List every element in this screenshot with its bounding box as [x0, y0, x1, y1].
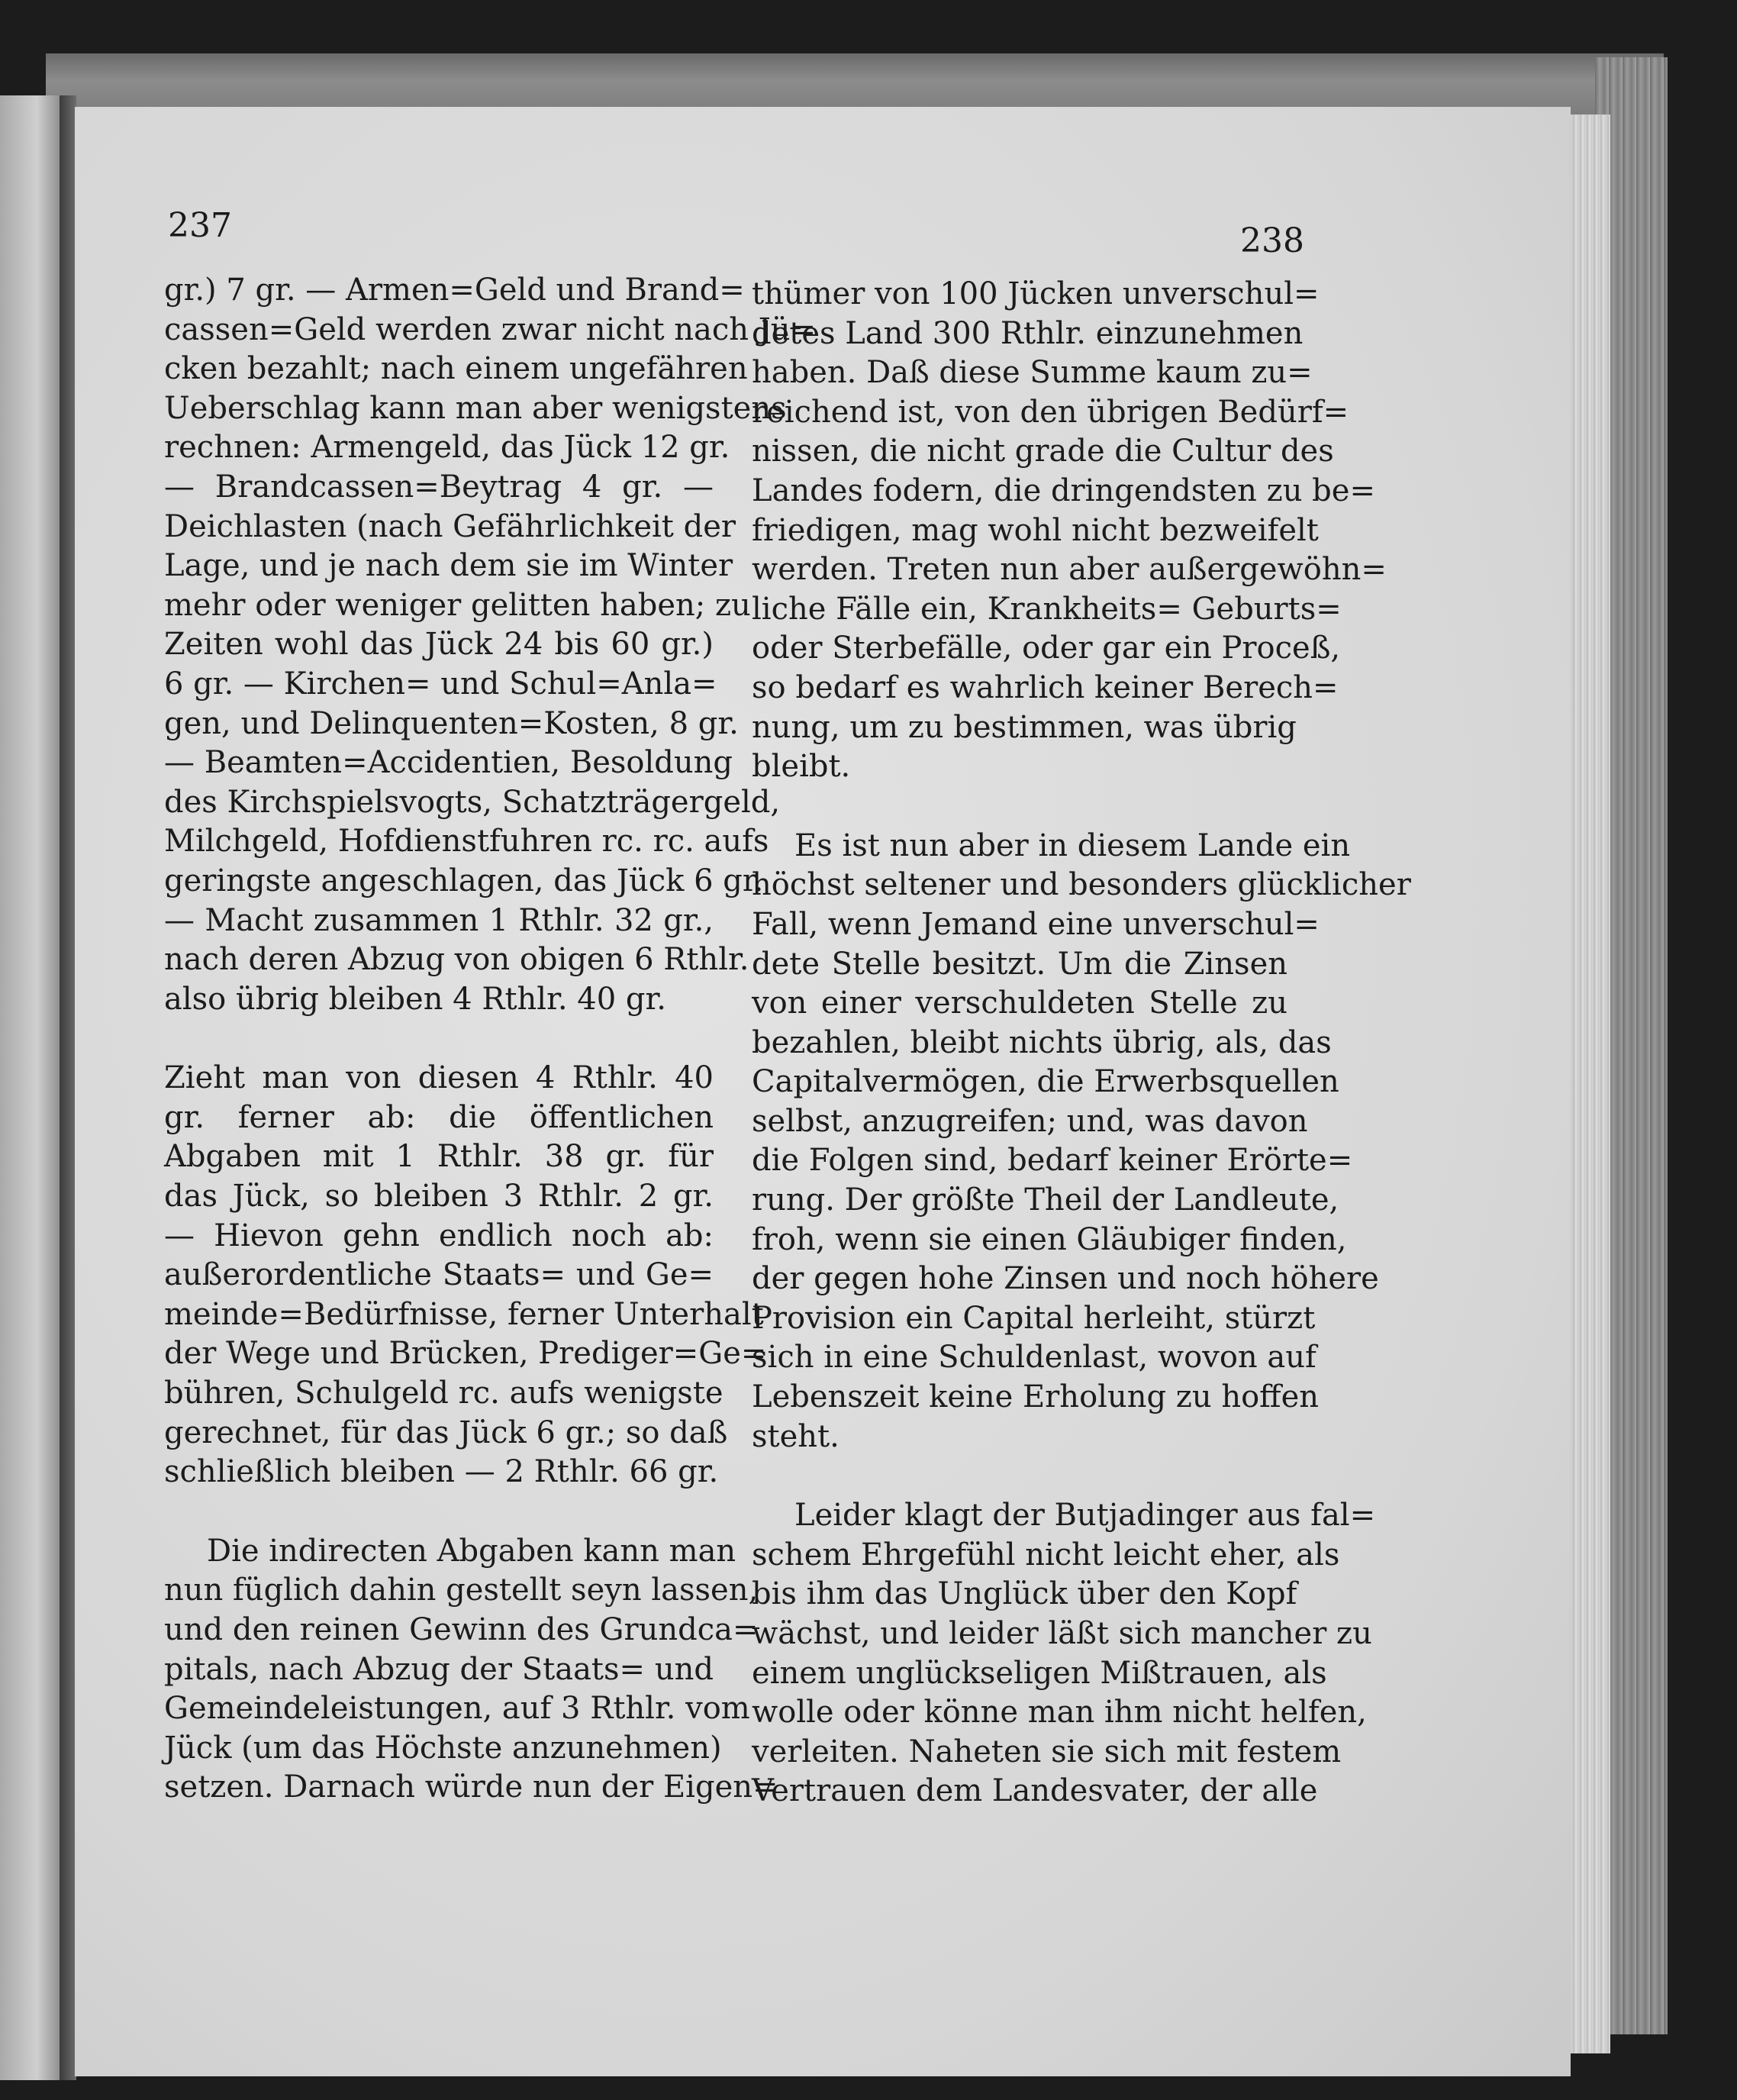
text-line: der gegen hohe Zinsen und noch höhere	[752, 1261, 1379, 1297]
text-line: Ueberschlag kann man aber wenigstens	[164, 390, 787, 426]
text-line: nissen, die nicht grade die Cultur des	[752, 434, 1334, 469]
text-line: — Macht zusammen 1 Rthlr. 32 gr.,	[164, 902, 714, 938]
text-line: die Folgen sind, bedarf keiner Erörte=	[752, 1143, 1353, 1179]
text-line: mehr oder weniger gelitten haben; zu	[164, 587, 751, 623]
text-line: selbst, anzugreifen; und, was davon	[752, 1103, 1308, 1139]
text-line: Deichlasten (nach Gefährlichkeit der	[164, 508, 736, 544]
text-line: der Wege und Brücken, Prediger=Ge=	[164, 1336, 767, 1372]
text-line: pitals, nach Abzug der Staats= und	[164, 1651, 714, 1687]
text-line: Lage, und je nach dem sie im Winter	[164, 548, 733, 584]
text-line: rechnen: Armengeld, das Jück 12 gr.	[164, 430, 730, 466]
text-line: oder Sterbefälle, oder gar ein Proceß,	[752, 631, 1341, 666]
text-line: steht.	[752, 1418, 839, 1454]
paragraph	[752, 275, 1387, 787]
paragraph	[752, 1496, 1376, 1811]
text-line: von einer verschuldeten Stelle zu	[752, 985, 1287, 1021]
text-line: Gemeindeleistungen, auf 3 Rthlr. vom	[164, 1691, 750, 1727]
text-line: also übrig bleiben 4 Rthlr. 40 gr.	[164, 981, 666, 1017]
text-line: Provision ein Capital herleiht, stürzt	[752, 1300, 1316, 1336]
page-number-left: 237	[168, 206, 232, 245]
text-line: Jück (um das Höchste anzunehmen)	[164, 1730, 722, 1766]
text-line: rung. Der größte Theil der Landleute,	[752, 1182, 1339, 1218]
text-line: Zieht man von diesen 4 Rthlr. 40	[164, 1060, 714, 1096]
text-line: Es ist nun aber in diesem Lande ein	[794, 827, 1351, 863]
text-line: des Kirchspielsvogts, Schatzträgergeld,	[164, 784, 781, 820]
text-line: schließlich bleiben — 2 Rthlr. 66 gr.	[164, 1454, 719, 1490]
text-line: geringste angeschlagen, das Jück 6 gr.	[164, 863, 764, 898]
text-line: Die indirecten Abgaben kann man	[207, 1533, 736, 1569]
text-line: außerordentliche Staats= und Ge=	[164, 1257, 714, 1293]
text-line: detes Land 300 Rthlr. einzunehmen	[752, 315, 1304, 351]
paragraph	[752, 827, 1411, 1457]
text-line: 6 gr. — Kirchen= und Schul=Anla=	[164, 666, 717, 702]
facing-page-sliver	[0, 95, 61, 2080]
text-line: setzen. Darnach würde nun der Eigen=	[164, 1769, 778, 1805]
text-line: — Brandcassen=Beytrag 4 gr. —	[164, 469, 714, 505]
paragraph	[164, 1059, 767, 1492]
text-line: bis ihm das Unglück über den Kopf	[752, 1576, 1297, 1612]
text-line: meinde=Bedürfnisse, ferner Unterhalt	[164, 1296, 764, 1332]
text-line: Abgaben mit 1 Rthlr. 38 gr. für	[164, 1139, 714, 1175]
text-line: sich in eine Schuldenlast, wovon auf	[752, 1340, 1316, 1376]
text-line: gen, und Delinquenten=Kosten, 8 gr.	[164, 705, 739, 741]
text-line: werden. Treten nun aber außergewöhn=	[752, 552, 1387, 588]
paragraph	[164, 1532, 778, 1808]
text-line: friedigen, mag wohl nicht bezweifelt	[752, 512, 1319, 548]
text-line: froh, wenn sie einen Gläubiger finden,	[752, 1221, 1347, 1257]
text-line: höchst seltener und besonders glücklicher	[752, 867, 1411, 903]
text-line: Capitalvermögen, die Erwerbsquellen	[752, 1064, 1339, 1100]
text-line: einem unglückseligen Mißtrauen, als	[752, 1655, 1327, 1691]
text-line: gr.) 7 gr. — Armen=Geld und Brand=	[164, 273, 745, 308]
text-line: reichend ist, von den übrigen Bedürf=	[752, 394, 1349, 430]
text-line: Zeiten wohl das Jück 24 bis 60 gr.)	[164, 627, 714, 663]
text-line: haben. Daß diese Summe kaum zu=	[752, 355, 1313, 391]
text-line: wolle oder könne man ihm nicht helfen,	[752, 1695, 1367, 1731]
page-number-right: 238	[1240, 221, 1304, 260]
text-line: nach deren Abzug von obigen 6 Rthlr.	[164, 942, 749, 978]
text-line: gerechnet, für das Jück 6 gr.; so daß	[164, 1415, 728, 1450]
text-line: — Hievon gehn endlich noch ab:	[164, 1218, 714, 1253]
text-line: dete Stelle besitzt. Um die Zinsen	[752, 946, 1287, 982]
page-block-edges	[1565, 115, 1610, 2053]
text-line: Milchgeld, Hofdienstfuhren rc. rc. aufs	[164, 824, 769, 860]
text-line: schem Ehrgefühl nicht leicht eher, als	[752, 1537, 1340, 1573]
text-line: Leider klagt der Butjadinger aus fal=	[794, 1498, 1376, 1534]
text-line: das Jück, so bleiben 3 Rthlr. 2 gr.	[164, 1179, 714, 1215]
text-line: — Beamten=Accidentien, Besoldung	[164, 745, 733, 781]
book-gutter	[60, 95, 76, 2080]
text-line: Fall, wenn Jemand eine unverschul=	[752, 906, 1320, 942]
text-line: liche Fälle ein, Krankheits= Geburts=	[752, 591, 1342, 627]
text-line: cassen=Geld werden zwar nicht nach Jü=	[164, 311, 817, 347]
text-line: nun füglich dahin gestellt seyn lassen,	[164, 1573, 759, 1608]
text-line: bleibt.	[752, 749, 851, 785]
text-line: gr. ferner ab: die öffentlichen	[164, 1099, 714, 1135]
text-line: und den reinen Gewinn des Grundca=	[164, 1612, 759, 1647]
text-line: Vertrauen dem Landesvater, der alle	[752, 1773, 1318, 1809]
right-text-column	[752, 275, 1411, 1811]
text-line: thümer von 100 Jücken unverschul=	[752, 276, 1320, 311]
text-line: Landes fodern, die dringendsten zu be=	[752, 473, 1375, 508]
text-line: verleiten. Naheten sie sich mit festem	[752, 1734, 1342, 1769]
text-line: cken bezahlt; nach einem ungefähren	[164, 351, 748, 387]
text-line: so bedarf es wahrlich keiner Berech=	[752, 669, 1339, 705]
text-line: bühren, Schulgeld rc. aufs wenigste	[164, 1376, 723, 1411]
text-line: wächst, und leider läßt sich mancher zu	[752, 1616, 1372, 1651]
text-line: nung, um zu bestimmen, was übrig	[752, 709, 1297, 745]
text-line: Lebenszeit keine Erholung zu hoffen	[752, 1379, 1320, 1415]
text-line: bezahlen, bleibt nichts übrig, als, das	[752, 1024, 1332, 1060]
